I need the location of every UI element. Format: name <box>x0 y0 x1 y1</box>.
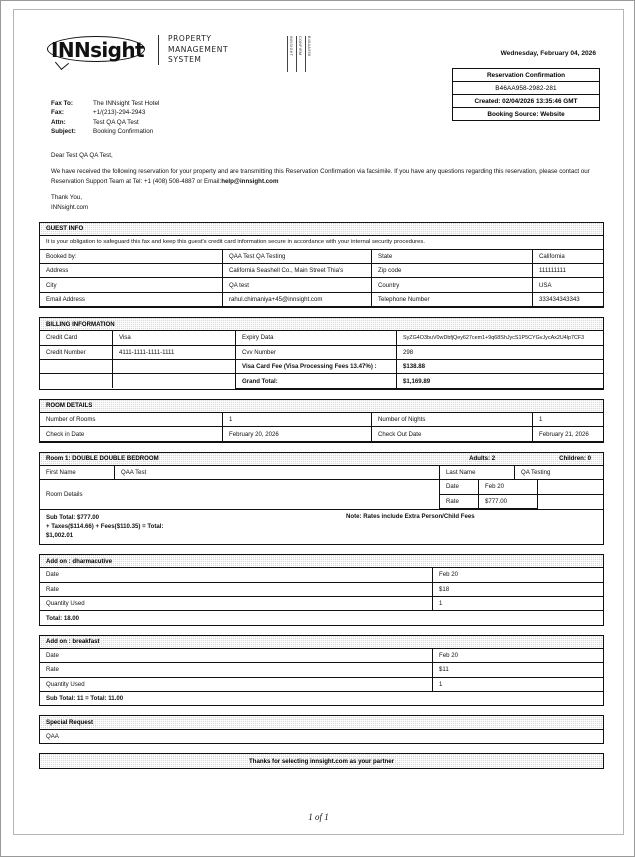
fax-subject-value: Booking Confirmation <box>93 128 154 136</box>
phone-value: 333434343343 <box>533 292 604 306</box>
room-1-title: Room 1: DOUBLE DOUBLE BEDROOM <box>46 455 159 463</box>
addon-1-qty-value: 1 <box>433 596 604 610</box>
last-name-label: Last Name <box>440 466 515 480</box>
reservation-confirmation-box <box>452 68 600 121</box>
checkin-label: Check in Date <box>40 427 223 441</box>
addon-1-total: Total: 18.00 <box>46 614 80 622</box>
logo-sub-line-1: PROPERTY <box>168 34 212 43</box>
city-value: QA test <box>223 278 372 292</box>
table-row <box>40 263 603 277</box>
room-1-guest-table <box>40 466 603 510</box>
table-row <box>40 345 603 359</box>
credit-card-value: Visa <box>113 331 236 345</box>
addon-2-date-value: Feb 20 <box>433 649 604 663</box>
billing-spacer-4 <box>113 374 236 388</box>
room-details-band <box>40 400 603 413</box>
reservation-source: Booking Source: Website <box>487 110 565 118</box>
addon-1-block <box>39 554 604 626</box>
addon-2-rate-label: Rate <box>40 663 433 677</box>
guest-info-table <box>40 250 603 308</box>
cvv-label: Cvv Number <box>236 345 397 359</box>
billing-table <box>40 331 603 389</box>
room-1-adults: Adults: 2 <box>469 455 496 463</box>
table-row <box>40 278 603 292</box>
addon-2-qty-value: 1 <box>433 677 604 691</box>
fax-number-label: Fax: <box>51 109 64 117</box>
addon-2-date-label: Date <box>40 649 433 663</box>
expiry-label: Expiry Data <box>236 331 397 345</box>
addon-1-title: Add on : dharmacutive <box>46 557 113 565</box>
address-label: Address <box>40 263 223 277</box>
addon-2-band <box>40 636 603 649</box>
logo-sub-line-3: SYSTEM <box>168 55 202 64</box>
fax-subject-label: Subject: <box>51 128 76 136</box>
room-details-cell-label: Room Details <box>40 480 440 510</box>
logo-text: INNsight <box>51 37 144 62</box>
billing-information-block <box>39 317 604 390</box>
last-name-value: QA Testing <box>515 466 604 480</box>
credit-card-label: Credit Card <box>40 331 113 345</box>
email-label: Email Address <box>40 292 223 306</box>
city-label: City <box>40 278 223 292</box>
letter-paragraph-text: We have received the following reservation for your property and are transmitting this Reservation Confirmation via facsimile. If you have any questions regarding this reservation, please contact our Reservation Support Team at Tel: +1 (408) 508-4887 or Email: <box>51 168 590 185</box>
room-rate-note: Note: Rates include Extra Person/Child Fees <box>346 513 475 520</box>
room-rate-mini-table <box>440 480 603 509</box>
letter-paragraph <box>51 167 591 186</box>
phone-label: Telephone Number <box>372 292 533 306</box>
brand-logo <box>51 34 228 66</box>
table-row <box>40 292 603 306</box>
addon-2-title: Add on : breakfast <box>46 638 100 646</box>
addon-1-table <box>40 568 603 611</box>
room-1-children: Children: 0 <box>559 455 591 463</box>
zip-value: 111111111 <box>533 263 604 277</box>
letter-greeting: Dear Test QA QA Test, <box>51 151 113 159</box>
table-row <box>40 596 603 610</box>
addon-1-band <box>40 555 603 568</box>
table-row <box>40 568 603 582</box>
billing-spacer-2 <box>113 360 236 374</box>
fax-meta-row <box>51 127 604 136</box>
table-row <box>40 331 603 345</box>
zip-label: Zip code <box>372 263 533 277</box>
fax-to-label: Fax To: <box>51 100 73 107</box>
room-subtotal-section <box>40 510 603 544</box>
room-details-table <box>40 413 603 442</box>
table-row <box>40 250 603 264</box>
rate-date-value: Feb 20 <box>479 480 538 494</box>
logo-subtitle <box>168 34 228 66</box>
table-row <box>40 480 603 510</box>
barcode-strip <box>287 36 311 72</box>
room-1-block <box>39 452 604 545</box>
fax-attn-value: Test QA QA Test <box>93 118 139 126</box>
addon-2-total: Sub Total: 11 = Total: 11.00 <box>46 695 124 703</box>
visa-fee-label: Visa Card Fee (Visa Processing Fees 13.47%) : <box>236 360 397 374</box>
addon-1-rate-label: Rate <box>40 582 433 596</box>
table-row <box>40 427 603 441</box>
country-value: USA <box>533 278 604 292</box>
fax-number-value: +1/(213)-294-2943 <box>93 109 146 117</box>
logo-wordmark <box>51 37 144 62</box>
checkout-value: February 21, 2026 <box>533 427 604 441</box>
table-row <box>440 480 603 494</box>
room-taxes-line: + Taxes($114.66) + Fees($110.35) = Total: <box>46 523 164 530</box>
state-label: State <box>372 250 533 264</box>
billing-title: BILLING INFORMATION <box>46 320 115 328</box>
credit-number-value: 4111-1111-1111-1111 <box>113 345 236 359</box>
addon-1-date-value: Feb 20 <box>433 568 604 582</box>
room-details-title: ROOM DETAILS <box>46 402 93 410</box>
expiry-value: SyZG4O3buV0wDbfjQey627cem1+9q68ShJycS1P5CYGvJycAx2U4lp7CF3 <box>397 331 604 345</box>
addon-2-qty-label: Quantity Used <box>40 677 433 691</box>
letter-signoff-2: INNsight.com <box>51 204 89 211</box>
letter-body <box>51 151 591 213</box>
table-row <box>40 374 603 388</box>
number-of-nights-value: 1 <box>533 413 604 427</box>
checkout-label: Check Out Date <box>372 427 533 441</box>
logo-sub-line-2: MANAGEMENT <box>168 44 229 54</box>
grand-total-value: $1,169.89 <box>397 374 604 388</box>
reservation-number: B46AA958-2982-281 <box>453 82 599 95</box>
rate-date-label: Date <box>440 480 479 494</box>
page-number: 1 of 1 <box>308 812 329 822</box>
room-1-band <box>40 453 603 466</box>
credit-number-label: Credit Number <box>40 345 113 359</box>
addon-1-date-label: Date <box>40 568 433 582</box>
thanks-footer: Thanks for selecting innsight.com as your partner <box>39 753 604 769</box>
state-value: California <box>533 250 604 264</box>
fax-attn-label: Attn: <box>51 118 66 126</box>
special-request-band <box>40 716 603 729</box>
table-row <box>40 677 603 691</box>
room-total-value: $1,002.01 <box>46 532 74 539</box>
document-date: Wednesday, February 04, 2026 <box>500 50 596 57</box>
addon-2-table <box>40 649 603 692</box>
table-row <box>40 466 603 480</box>
address-value: California Seashell Co., Main Street Thia's <box>223 263 372 277</box>
logo-divider <box>158 35 159 65</box>
special-request-block <box>39 715 604 744</box>
barcode-label-1: INNSIGHT <box>287 36 293 72</box>
cvv-value: 298 <box>397 345 604 359</box>
reservation-box-title: Reservation Confirmation <box>453 69 599 82</box>
number-of-rooms-value: 1 <box>223 413 372 427</box>
booked-by-label: Booked by: <box>40 250 223 264</box>
guest-info-notice: It is your obligation to safeguard this fax and keep this guest's credit card information secure in accordance with your internal security procedures. <box>40 236 603 250</box>
table-row <box>40 649 603 663</box>
guest-info-band <box>40 223 603 236</box>
support-email: help@innsight.com <box>221 177 279 185</box>
email-value: rahul.chimaniya+45@innsight.com <box>223 292 372 306</box>
special-request-value: QAA <box>46 732 59 740</box>
letter-signoff-1: Thank You, <box>51 194 82 202</box>
addon-2-block <box>39 635 604 707</box>
first-name-label: First Name <box>40 466 115 480</box>
barcode-label-3: B46AA958 <box>305 36 311 72</box>
number-of-nights-label: Number of Nights <box>372 413 533 427</box>
guest-info-block <box>39 222 604 308</box>
rate-label: Rate <box>440 494 479 508</box>
visa-fee-value: $138.88 <box>397 360 604 374</box>
grand-total-label: Grand Total: <box>236 374 397 388</box>
document-content <box>39 20 604 769</box>
guest-info-title: GUEST INFO <box>46 225 84 233</box>
first-name-value: QAA Test <box>115 466 440 480</box>
country-label: Country <box>372 278 533 292</box>
table-row <box>440 494 603 508</box>
fax-to-value: The INNsight Test Hotel <box>93 100 160 107</box>
table-row <box>40 582 603 596</box>
billing-band <box>40 318 603 331</box>
rate-value: $777.00 <box>479 494 538 508</box>
number-of-rooms-label: Number of Rooms <box>40 413 223 427</box>
booked-by-value: QAA Test QA Testing <box>223 250 372 264</box>
addon-1-rate-value: $18 <box>433 582 604 596</box>
room-details-block <box>39 399 604 443</box>
document-sheet <box>13 9 624 835</box>
table-row <box>40 360 603 374</box>
table-row <box>40 413 603 427</box>
addon-2-rate-value: $11 <box>433 663 604 677</box>
checkin-value: February 20, 2026 <box>223 427 372 441</box>
billing-spacer-3 <box>40 374 113 388</box>
billing-spacer-1 <box>40 360 113 374</box>
table-row <box>40 663 603 677</box>
barcode-label-2: CONFIRM <box>296 36 302 72</box>
room-sub-total: Sub Total: $777.00 <box>46 514 100 521</box>
reservation-created: Created: 02/04/2026 13:35:46 GMT <box>453 95 599 108</box>
addon-1-qty-label: Quantity Used <box>40 596 433 610</box>
special-request-title: Special Request <box>46 718 94 726</box>
